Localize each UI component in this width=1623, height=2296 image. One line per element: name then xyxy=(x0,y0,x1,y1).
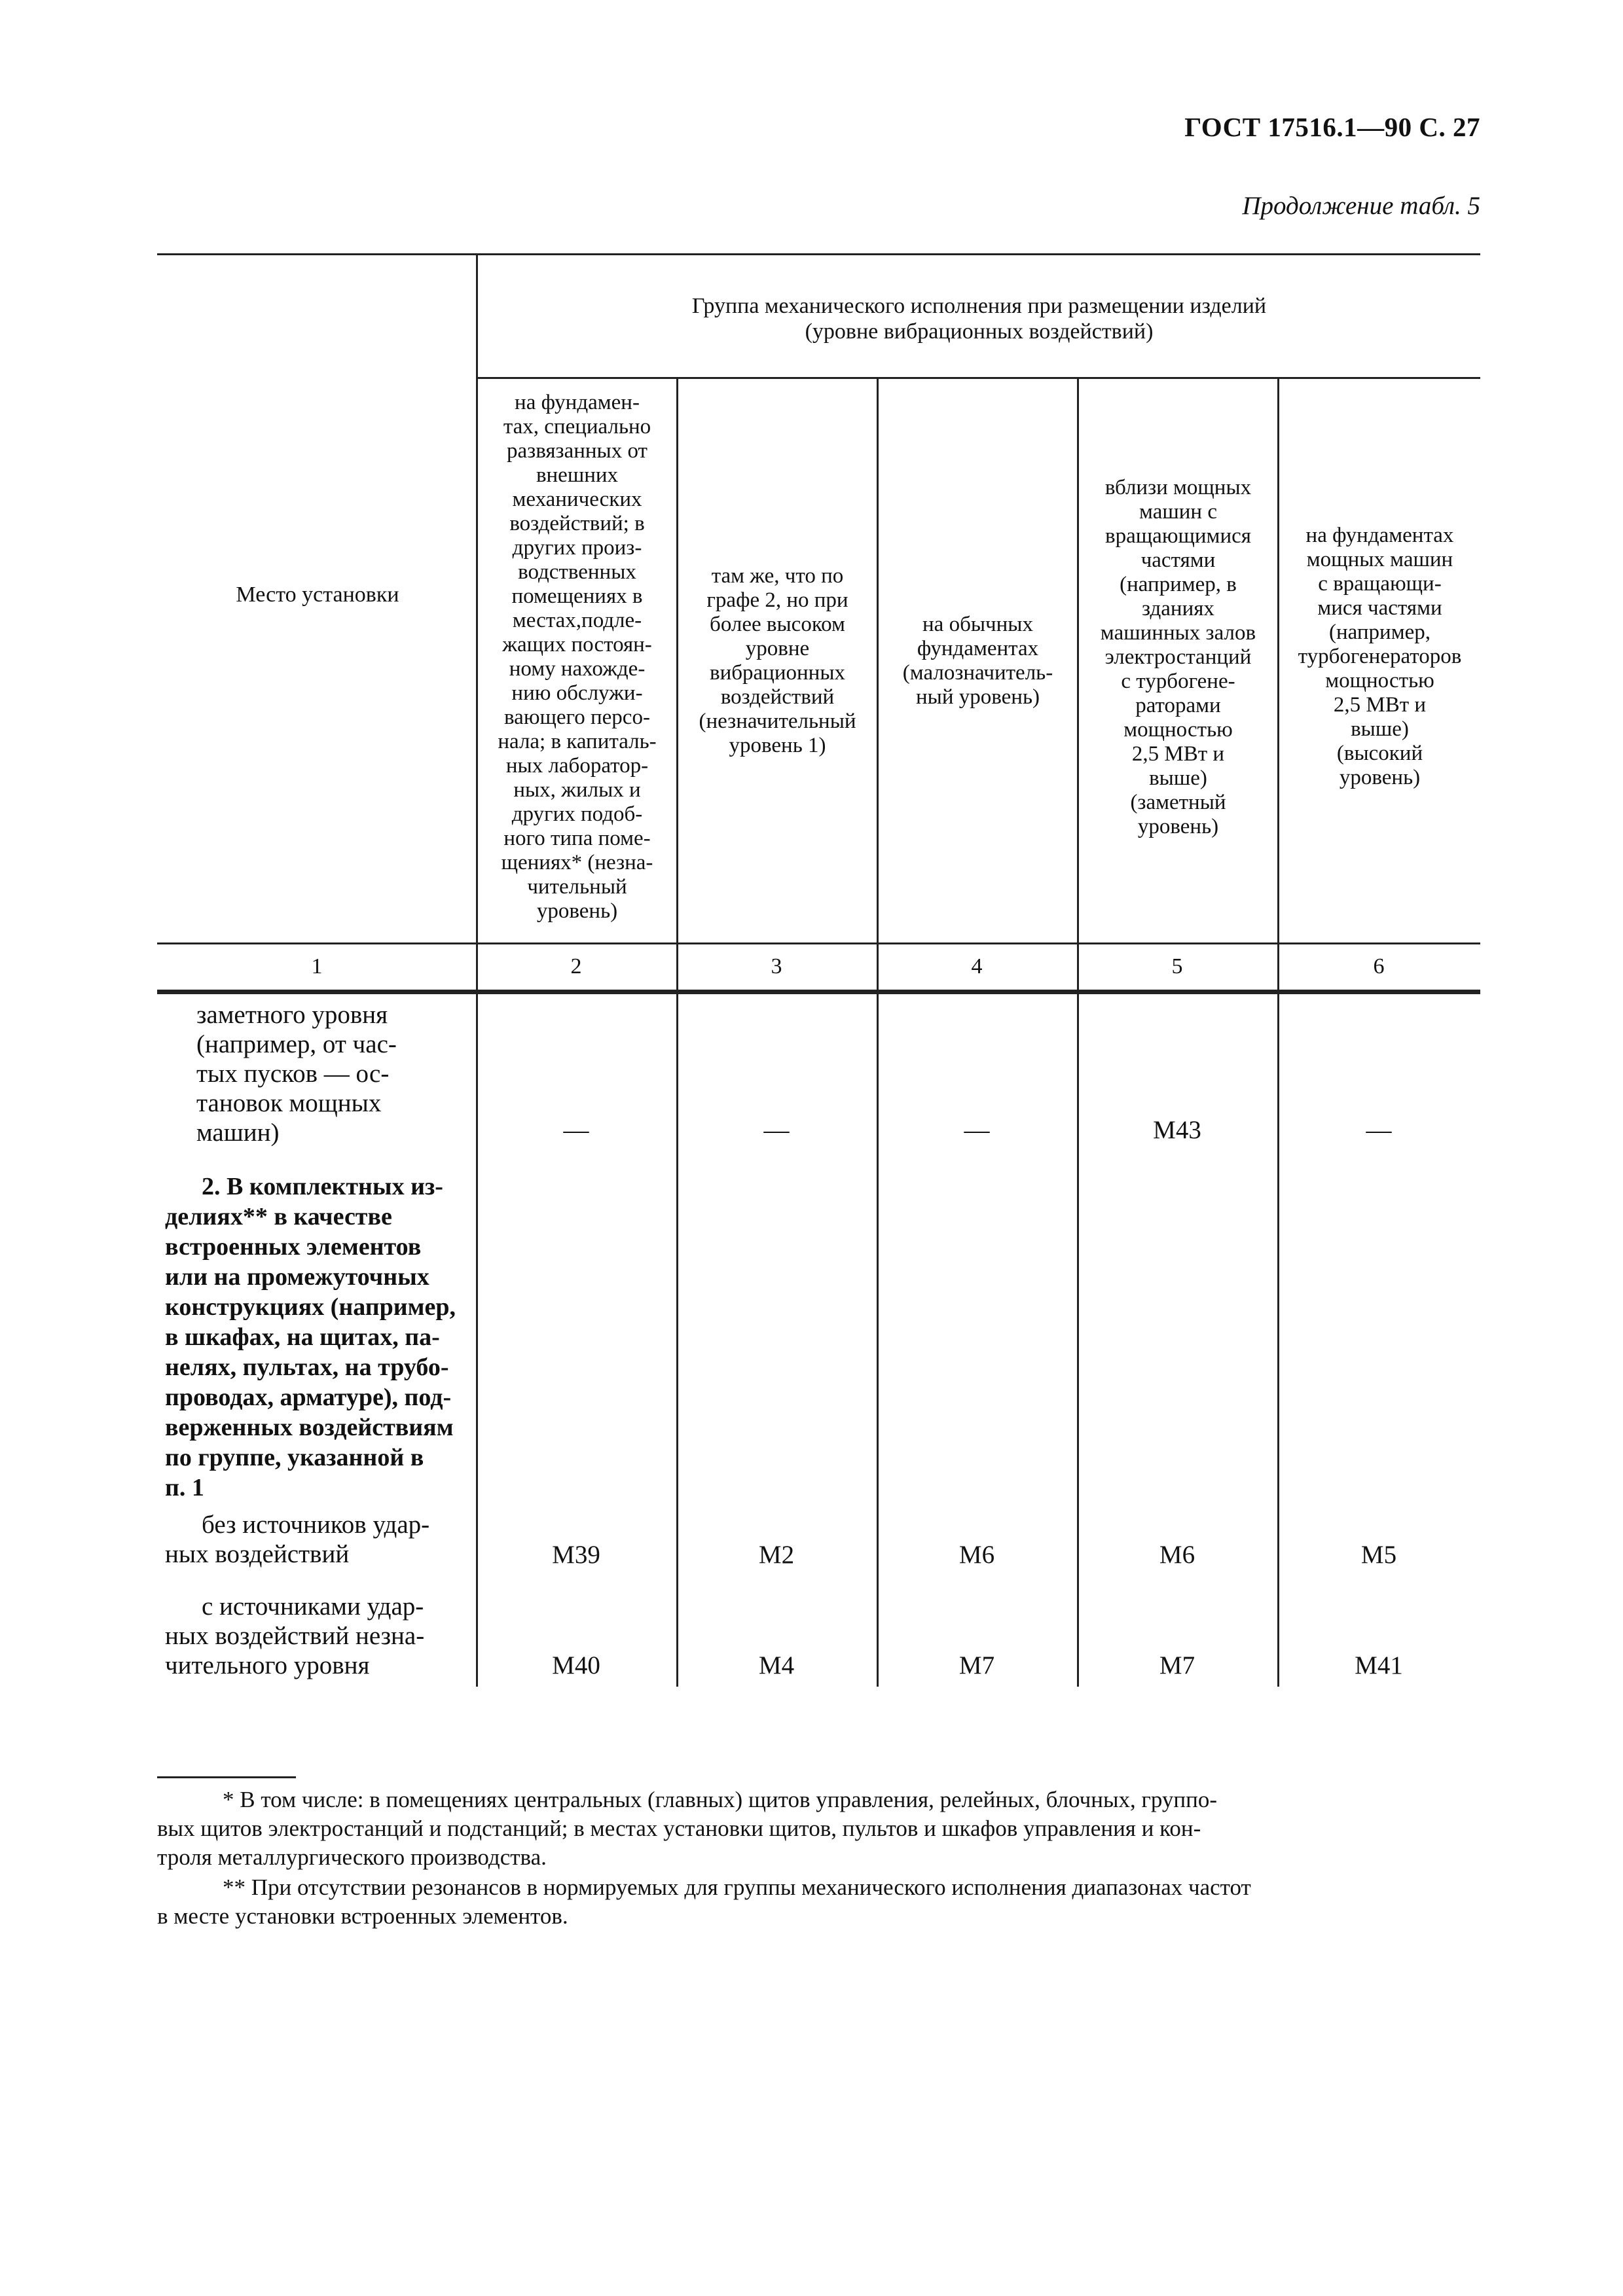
table-cell: М40 xyxy=(552,1651,600,1679)
table-cell: М7 xyxy=(1159,1651,1195,1679)
table-cell: — xyxy=(964,1116,990,1144)
table-cell: М5 xyxy=(1360,1541,1397,1569)
column-numbers-top-border xyxy=(157,942,1480,944)
footnote-separator xyxy=(157,1776,296,1778)
column-number-5: 5 xyxy=(1171,954,1183,978)
row-label-low-impact-sources: с источниками удар- ных воздействий незна- чительного уровня xyxy=(165,1592,425,1679)
table-cell: — xyxy=(563,1116,589,1144)
group-header-divider xyxy=(476,377,1480,379)
table-cell: М6 xyxy=(1159,1541,1195,1569)
column-header-4: на обычных фундаментах (малозначитель- ный уровень) xyxy=(902,613,1053,709)
footnote-1: * В том числе: в помещениях центральных (главных) щитов управления, релейных, блочных, группо- вых щитов электростанций и подстанций; в местах установки щитов, пультов и шкафов управления и кон- троля металлургического производства. xyxy=(157,1787,1218,1870)
footnote-2: ** При отсутствии резонансов в нормируемых для группы механического исполнения диапазонах частот в месте установки встроенных элементов. xyxy=(157,1874,1251,1929)
column-header-2: на фундамен- тах, специально развязанных от внешних механических воздействий; в других произ- водственных помещениях в местах,подле- жащих постоян- ному нахожде- нию обслужи- вающего персо- нала; в капиталь- ных лаборатор- ных, жилых и других подоб- ного типа поме- щениях* (незна- чительный уровень) xyxy=(498,391,657,923)
table-cell: М6 xyxy=(958,1541,995,1569)
row-label-no-impact-sources: без источников удар- ных воздействий xyxy=(165,1511,430,1568)
column-divider-3 xyxy=(877,377,879,1687)
column-number-2: 2 xyxy=(570,954,582,978)
column-number-6: 6 xyxy=(1373,954,1385,978)
column-header-5: вблизи мощных машин с вращающимися частями (например, в зданиях машинных залов электростанций с турбогене- раторами мощностью 2,5 МВт и выше) (заметный уровень) xyxy=(1100,476,1256,838)
row-label-noticeable-level: заметного уровня (например, от час- тых пусков — ос- тановок мощных машин) xyxy=(196,1001,397,1147)
table-cell: М41 xyxy=(1355,1651,1403,1679)
table-cell: М2 xyxy=(758,1541,795,1569)
column-number-1: 1 xyxy=(311,954,323,978)
table-continuation-label: Продолжение табл. 5 xyxy=(1242,192,1480,220)
group-header: Группа механического исполнения при размещении изделий (уровне вибрационных воздействий) xyxy=(691,294,1267,344)
table-cell: — xyxy=(1366,1116,1392,1144)
column-number-3: 3 xyxy=(771,954,782,978)
table-cell: М7 xyxy=(958,1651,995,1679)
table-top-border xyxy=(157,253,1480,255)
table-cell: М4 xyxy=(758,1651,795,1679)
place-header: Место установки xyxy=(236,583,399,607)
column-number-4: 4 xyxy=(971,954,983,978)
table-cell: М43 xyxy=(1153,1116,1201,1144)
section-heading-2: 2. В комплектных из- делиях** в качестве встроенных элементов или на промежуточных конструкциях (например, в шкафах, на щитах, па- нелях, пультах, на трубо- проводах, арматуре), под- верженных воздействиям по группе, указанной в п. 1 xyxy=(165,1173,456,1501)
table-cell: М39 xyxy=(552,1541,600,1569)
column-header-3: там же, что по графе 2, но при более высоком уровне вибрационных воздействий (незначительный уровень 1) xyxy=(699,564,856,757)
column-header-6: на фундаментах мощных машин с вращающи- мися частями (например, турбогенераторов мощностью 2,5 МВт и выше) (высокий уровень) xyxy=(1298,524,1462,789)
table-cell: — xyxy=(763,1116,790,1144)
page-header: ГОСТ 17516.1—90 С. 27 xyxy=(1184,112,1480,142)
column-numbers-bottom-border xyxy=(157,990,1480,994)
